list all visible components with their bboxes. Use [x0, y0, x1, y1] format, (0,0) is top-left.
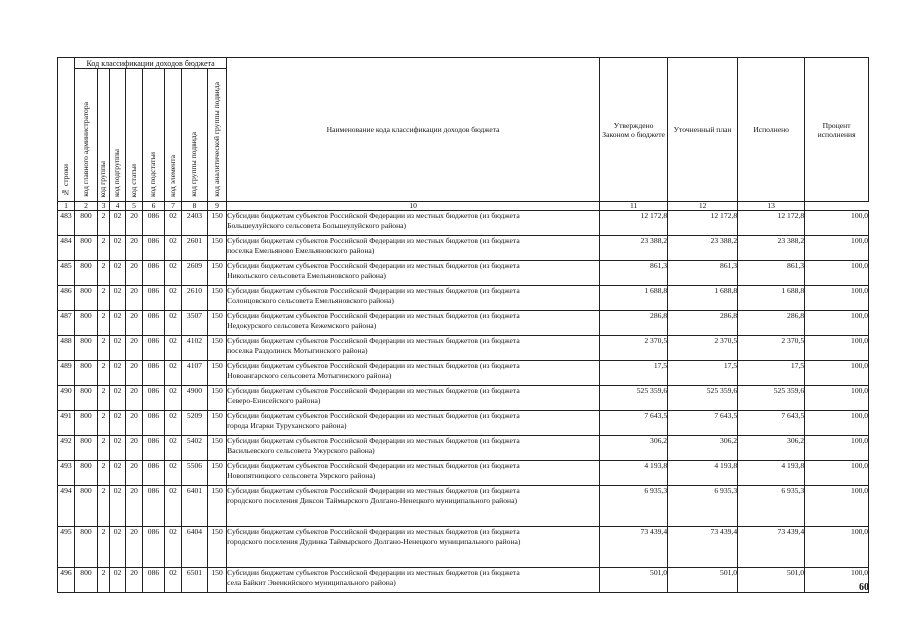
income-name-line: Солонцовского сельсовета Емельяновского района) — [227, 295, 394, 305]
plan-value: 6 935,3 — [668, 486, 738, 527]
article-code: 20 — [126, 286, 143, 311]
subarticle-code: 086 — [143, 527, 165, 568]
subarticle-code: 086 — [143, 211, 165, 236]
plan-value: 12 172,8 — [668, 211, 738, 236]
article-code: 20 — [126, 436, 143, 461]
income-name-line: Субсидии бюджетам субъектов Российской Федерации из местных бюджетов (из бюджета — [227, 527, 520, 536]
group-code: 2 — [98, 411, 110, 436]
income-name-line: Новоангарского сельсовета Мотыгинского района) — [227, 370, 392, 380]
admin-code: 800 — [75, 568, 98, 593]
group-code: 2 — [98, 236, 110, 261]
analytic-code: 150 — [208, 336, 227, 361]
subarticle-code: 086 — [143, 336, 165, 361]
plan-value: 7 643,5 — [668, 411, 738, 436]
article-code: 20 — [126, 336, 143, 361]
analytic-code: 150 — [208, 236, 227, 261]
table-row — [58, 236, 869, 261]
row-number: 492 — [58, 436, 75, 461]
element-code: 02 — [165, 311, 182, 336]
row-number: 483 — [58, 211, 75, 236]
done-value: 306,2 — [738, 436, 805, 461]
table-row — [58, 461, 869, 486]
subarticle-code: 086 — [143, 386, 165, 411]
income-name-line: Субсидии бюджетам субъектов Российской Федерации из местных бюджетов (из бюджета — [227, 568, 520, 577]
done-value: 861,3 — [738, 261, 805, 286]
header-article: код статьи — [126, 69, 143, 202]
income-name-line: Субсидии бюджетам субъектов Российской Федерации из местных бюджетов (из бюджета — [227, 336, 520, 345]
row-number: 485 — [58, 261, 75, 286]
element-code: 02 — [165, 211, 182, 236]
header-analytic: код аналитической группы подвида — [208, 69, 227, 202]
percent-value: 100,0 — [805, 361, 869, 386]
income-name-line: Большеулуйского сельсовета Большеулуйского района) — [227, 220, 407, 230]
admin-code: 800 — [75, 436, 98, 461]
element-code: 02 — [165, 336, 182, 361]
article-code: 20 — [126, 261, 143, 286]
income-name-line: города Игарки Туруханского района) — [227, 420, 347, 430]
row-number: 486 — [58, 286, 75, 311]
column-number: 10 — [227, 202, 600, 211]
income-name-line: Недокурского сельсовета Кежемского района) — [227, 320, 377, 330]
header-subarticle: код подстатьи — [143, 69, 165, 202]
analytic-code: 150 — [208, 286, 227, 311]
analytic-code: 150 — [208, 386, 227, 411]
income-name-line: села Байкит Эвенкийского муниципального района) — [227, 577, 396, 587]
approved-value: 1 688,8 — [600, 286, 668, 311]
income-name — [227, 211, 600, 236]
subarticle-code: 086 — [143, 436, 165, 461]
subgroup-code: 02 — [110, 211, 126, 236]
subarticle-code: 086 — [143, 361, 165, 386]
element-code: 02 — [165, 527, 182, 568]
admin-code: 800 — [75, 361, 98, 386]
group-code: 2 — [98, 286, 110, 311]
income-name-line: Субсидии бюджетам субъектов Российской Федерации из местных бюджетов (из бюджета — [227, 211, 520, 220]
percent-value: 100,0 — [805, 261, 869, 286]
analytic-code: 150 — [208, 261, 227, 286]
income-name — [227, 311, 600, 336]
admin-code: 800 — [75, 527, 98, 568]
table-row — [58, 436, 869, 461]
admin-code: 800 — [75, 411, 98, 436]
percent-value: 100,0 — [805, 336, 869, 361]
subarticle-code: 086 — [143, 286, 165, 311]
income-name-line: Васильевского сельсовета Ужурского района) — [227, 445, 375, 455]
element-code: 02 — [165, 436, 182, 461]
column-number: 6 — [143, 202, 165, 211]
analytic-code: 150 — [208, 211, 227, 236]
subgroup-code: 02 — [110, 236, 126, 261]
done-value: 6 935,3 — [738, 486, 805, 527]
table-row — [58, 486, 869, 527]
approved-value: 23 388,2 — [600, 236, 668, 261]
analytic-code: 150 — [208, 461, 227, 486]
table-row — [58, 261, 869, 286]
subgroup-code: 02 — [110, 436, 126, 461]
done-value: 286,8 — [738, 311, 805, 336]
group-code: 2 — [98, 311, 110, 336]
income-name — [227, 261, 600, 286]
subgroup-code: 02 — [110, 486, 126, 527]
header-admin: код главного администратора — [75, 69, 98, 202]
article-code: 20 — [126, 211, 143, 236]
header-subgroup: код подгруппы — [110, 69, 126, 202]
element-code: 02 — [165, 236, 182, 261]
group-code: 2 — [98, 386, 110, 411]
income-name — [227, 461, 600, 486]
subgroup-code: 02 — [110, 261, 126, 286]
income-name-line: поселка Емельяново Емельяновского района) — [227, 245, 375, 255]
analytic-code: 150 — [208, 311, 227, 336]
percent-value: 100,0 — [805, 311, 869, 336]
subgroup-code: 02 — [110, 411, 126, 436]
subarticle-code: 086 — [143, 486, 165, 527]
admin-code: 800 — [75, 461, 98, 486]
column-number: 7 — [165, 202, 182, 211]
analytic-code: 150 — [208, 436, 227, 461]
subtype-code: 5402 — [182, 436, 208, 461]
admin-code: 800 — [75, 236, 98, 261]
header-group: код группы — [98, 69, 110, 202]
header-done: Исполнено — [738, 58, 805, 202]
percent-value: 100,0 — [805, 211, 869, 236]
income-name-line: поселка Раздолинск Мотыгинского района) — [227, 345, 368, 355]
table-row — [58, 336, 869, 361]
income-name-line: Субсидии бюджетам субъектов Российской Федерации из местных бюджетов (из бюджета — [227, 486, 520, 495]
article-code: 20 — [126, 361, 143, 386]
group-code: 2 — [98, 436, 110, 461]
page-number: 60 — [859, 582, 869, 593]
approved-value: 286,8 — [600, 311, 668, 336]
percent-value: 100,0 — [805, 527, 869, 568]
header-subtype: код группы подвида — [182, 69, 208, 202]
income-name-line: Субсидии бюджетам субъектов Российской Федерации из местных бюджетов (из бюджета — [227, 286, 520, 295]
row-number: 493 — [58, 461, 75, 486]
subgroup-code: 02 — [110, 311, 126, 336]
subtype-code: 2609 — [182, 261, 208, 286]
subgroup-code: 02 — [110, 527, 126, 568]
income-name-line: Субсидии бюджетам субъектов Российской Федерации из местных бюджетов (из бюджета — [227, 436, 520, 445]
element-code: 02 — [165, 568, 182, 593]
table-row — [58, 311, 869, 336]
article-code: 20 — [126, 486, 143, 527]
row-number: 488 — [58, 336, 75, 361]
header-element: код элемента — [165, 69, 182, 202]
percent-value: 100,0 — [805, 436, 869, 461]
income-name — [227, 286, 600, 311]
admin-code: 800 — [75, 336, 98, 361]
subarticle-code: 086 — [143, 261, 165, 286]
column-number: 12 — [668, 202, 738, 211]
done-value: 73 439,4 — [738, 527, 805, 568]
analytic-code: 150 — [208, 411, 227, 436]
plan-value: 23 388,2 — [668, 236, 738, 261]
header-row-number: № строки — [58, 58, 75, 202]
article-code: 20 — [126, 411, 143, 436]
percent-value: 100,0 — [805, 386, 869, 411]
income-name — [227, 527, 600, 568]
subgroup-code: 02 — [110, 461, 126, 486]
subarticle-code: 086 — [143, 311, 165, 336]
header-classification-group: Код классификации доходов бюджета — [75, 58, 227, 69]
approved-value: 7 643,5 — [600, 411, 668, 436]
article-code: 20 — [126, 236, 143, 261]
income-name — [227, 336, 600, 361]
income-name — [227, 568, 600, 593]
income-name — [227, 236, 600, 261]
column-number: 13 — [738, 202, 805, 211]
approved-value: 4 193,8 — [600, 461, 668, 486]
percent-value: 100,0 — [805, 461, 869, 486]
group-code: 2 — [98, 261, 110, 286]
done-value: 525 359,6 — [738, 386, 805, 411]
group-code: 2 — [98, 568, 110, 593]
table-row — [58, 568, 869, 593]
approved-value: 306,2 — [600, 436, 668, 461]
subtype-code: 5209 — [182, 411, 208, 436]
admin-code: 800 — [75, 211, 98, 236]
subarticle-code: 086 — [143, 236, 165, 261]
income-name — [227, 486, 600, 527]
subtype-code: 5506 — [182, 461, 208, 486]
row-number: 487 — [58, 311, 75, 336]
table-row — [58, 286, 869, 311]
done-value: 12 172,8 — [738, 211, 805, 236]
done-value: 1 688,8 — [738, 286, 805, 311]
income-name — [227, 436, 600, 461]
element-code: 02 — [165, 486, 182, 527]
column-numbers-row — [58, 202, 869, 211]
income-name-line: городского поселения Диксон Таймырского Долгано-Ненецкого муниципального района) — [227, 495, 517, 505]
approved-value: 12 172,8 — [600, 211, 668, 236]
header-approved: Утверждено Законом о бюджете — [600, 58, 668, 202]
plan-value: 2 370,5 — [668, 336, 738, 361]
approved-value: 525 359,6 — [600, 386, 668, 411]
article-code: 20 — [126, 568, 143, 593]
subtype-code: 4102 — [182, 336, 208, 361]
income-name-line: Субсидии бюджетам субъектов Российской Федерации из местных бюджетов (из бюджета — [227, 236, 520, 245]
column-number: 11 — [600, 202, 668, 211]
percent-value: 100,0 — [805, 568, 869, 593]
row-number: 491 — [58, 411, 75, 436]
subarticle-code: 086 — [143, 411, 165, 436]
article-code: 20 — [126, 527, 143, 568]
admin-code: 800 — [75, 311, 98, 336]
row-number: 490 — [58, 386, 75, 411]
percent-value: 100,0 — [805, 486, 869, 527]
plan-value: 4 193,8 — [668, 461, 738, 486]
column-number: 3 — [98, 202, 110, 211]
budget-table — [57, 57, 869, 593]
plan-value: 17,5 — [668, 361, 738, 386]
done-value: 17,5 — [738, 361, 805, 386]
header-name: Наименование кода классификации доходов бюджета — [227, 58, 600, 202]
subtype-code: 2610 — [182, 286, 208, 311]
table-row — [58, 411, 869, 436]
subgroup-code: 02 — [110, 336, 126, 361]
approved-value: 861,3 — [600, 261, 668, 286]
analytic-code: 150 — [208, 527, 227, 568]
income-name-line: городского поселения Дудинка Таймырского Долгано-Ненецкого муниципального района) — [227, 536, 521, 546]
done-value: 7 643,5 — [738, 411, 805, 436]
subarticle-code: 086 — [143, 461, 165, 486]
row-number: 494 — [58, 486, 75, 527]
table-row — [58, 211, 869, 236]
income-name-line: Субсидии бюджетам субъектов Российской Федерации из местных бюджетов (из бюджета — [227, 261, 520, 270]
percent-value: 100,0 — [805, 411, 869, 436]
column-number: 5 — [126, 202, 143, 211]
income-name — [227, 411, 600, 436]
group-code: 2 — [98, 527, 110, 568]
element-code: 02 — [165, 411, 182, 436]
done-value: 2 370,5 — [738, 336, 805, 361]
group-code: 2 — [98, 361, 110, 386]
group-code: 2 — [98, 461, 110, 486]
subgroup-code: 02 — [110, 386, 126, 411]
column-number: 9 — [208, 202, 227, 211]
plan-value: 73 439,4 — [668, 527, 738, 568]
group-code: 2 — [98, 211, 110, 236]
row-number: 484 — [58, 236, 75, 261]
column-number: 1 — [58, 202, 75, 211]
approved-value: 73 439,4 — [600, 527, 668, 568]
plan-value: 501,0 — [668, 568, 738, 593]
subtype-code: 2403 — [182, 211, 208, 236]
group-code: 2 — [98, 336, 110, 361]
column-number: 8 — [182, 202, 208, 211]
income-name-line: Субсидии бюджетам субъектов Российской Федерации из местных бюджетов (из бюджета — [227, 311, 520, 320]
element-code: 02 — [165, 361, 182, 386]
done-value: 4 193,8 — [738, 461, 805, 486]
analytic-code: 150 — [208, 568, 227, 593]
done-value: 501,0 — [738, 568, 805, 593]
admin-code: 800 — [75, 286, 98, 311]
income-name-line: Субсидии бюджетам субъектов Российской Федерации из местных бюджетов (из бюджета — [227, 411, 520, 420]
income-name — [227, 386, 600, 411]
income-name-line: Никольского сельсовета Емельяновского района) — [227, 270, 386, 280]
row-number: 495 — [58, 527, 75, 568]
approved-value: 17,5 — [600, 361, 668, 386]
subtype-code: 3507 — [182, 311, 208, 336]
income-name-line: Северо-Енисейского района) — [227, 395, 321, 405]
income-name-line: Субсидии бюджетам субъектов Российской Федерации из местных бюджетов (из бюджета — [227, 461, 520, 470]
admin-code: 800 — [75, 386, 98, 411]
analytic-code: 150 — [208, 486, 227, 527]
plan-value: 1 688,8 — [668, 286, 738, 311]
header-plan: Уточненный план — [668, 58, 738, 202]
admin-code: 800 — [75, 486, 98, 527]
subgroup-code: 02 — [110, 361, 126, 386]
subtype-code: 4107 — [182, 361, 208, 386]
plan-value: 306,2 — [668, 436, 738, 461]
plan-value: 861,3 — [668, 261, 738, 286]
subarticle-code: 086 — [143, 568, 165, 593]
header-percent: Процент исполнения — [805, 58, 869, 202]
column-number: 4 — [110, 202, 126, 211]
approved-value: 2 370,5 — [600, 336, 668, 361]
analytic-code: 150 — [208, 361, 227, 386]
subtype-code: 4900 — [182, 386, 208, 411]
row-number: 496 — [58, 568, 75, 593]
done-value: 23 388,2 — [738, 236, 805, 261]
subgroup-code: 02 — [110, 568, 126, 593]
article-code: 20 — [126, 461, 143, 486]
table-row — [58, 361, 869, 386]
subtype-code: 6501 — [182, 568, 208, 593]
percent-value: 100,0 — [805, 286, 869, 311]
subtype-code: 6404 — [182, 527, 208, 568]
article-code: 20 — [126, 311, 143, 336]
element-code: 02 — [165, 461, 182, 486]
table-row — [58, 527, 869, 568]
element-code: 02 — [165, 386, 182, 411]
subgroup-code: 02 — [110, 286, 126, 311]
subtype-code: 6401 — [182, 486, 208, 527]
income-name-line: Субсидии бюджетам субъектов Российской Федерации из местных бюджетов (из бюджета — [227, 386, 520, 395]
percent-value: 100,0 — [805, 236, 869, 261]
approved-value: 501,0 — [600, 568, 668, 593]
column-number: 2 — [75, 202, 98, 211]
article-code: 20 — [126, 386, 143, 411]
subtype-code: 2601 — [182, 236, 208, 261]
table-row — [58, 386, 869, 411]
admin-code: 800 — [75, 261, 98, 286]
plan-value: 525 359,6 — [668, 386, 738, 411]
element-code: 02 — [165, 286, 182, 311]
approved-value: 6 935,3 — [600, 486, 668, 527]
income-name-line: Новопятницкого сельсовета Уярского района) — [227, 470, 376, 480]
plan-value: 286,8 — [668, 311, 738, 336]
row-number: 489 — [58, 361, 75, 386]
group-code: 2 — [98, 486, 110, 527]
element-code: 02 — [165, 261, 182, 286]
income-name — [227, 361, 600, 386]
income-name-line: Субсидии бюджетам субъектов Российской Федерации из местных бюджетов (из бюджета — [227, 361, 520, 370]
